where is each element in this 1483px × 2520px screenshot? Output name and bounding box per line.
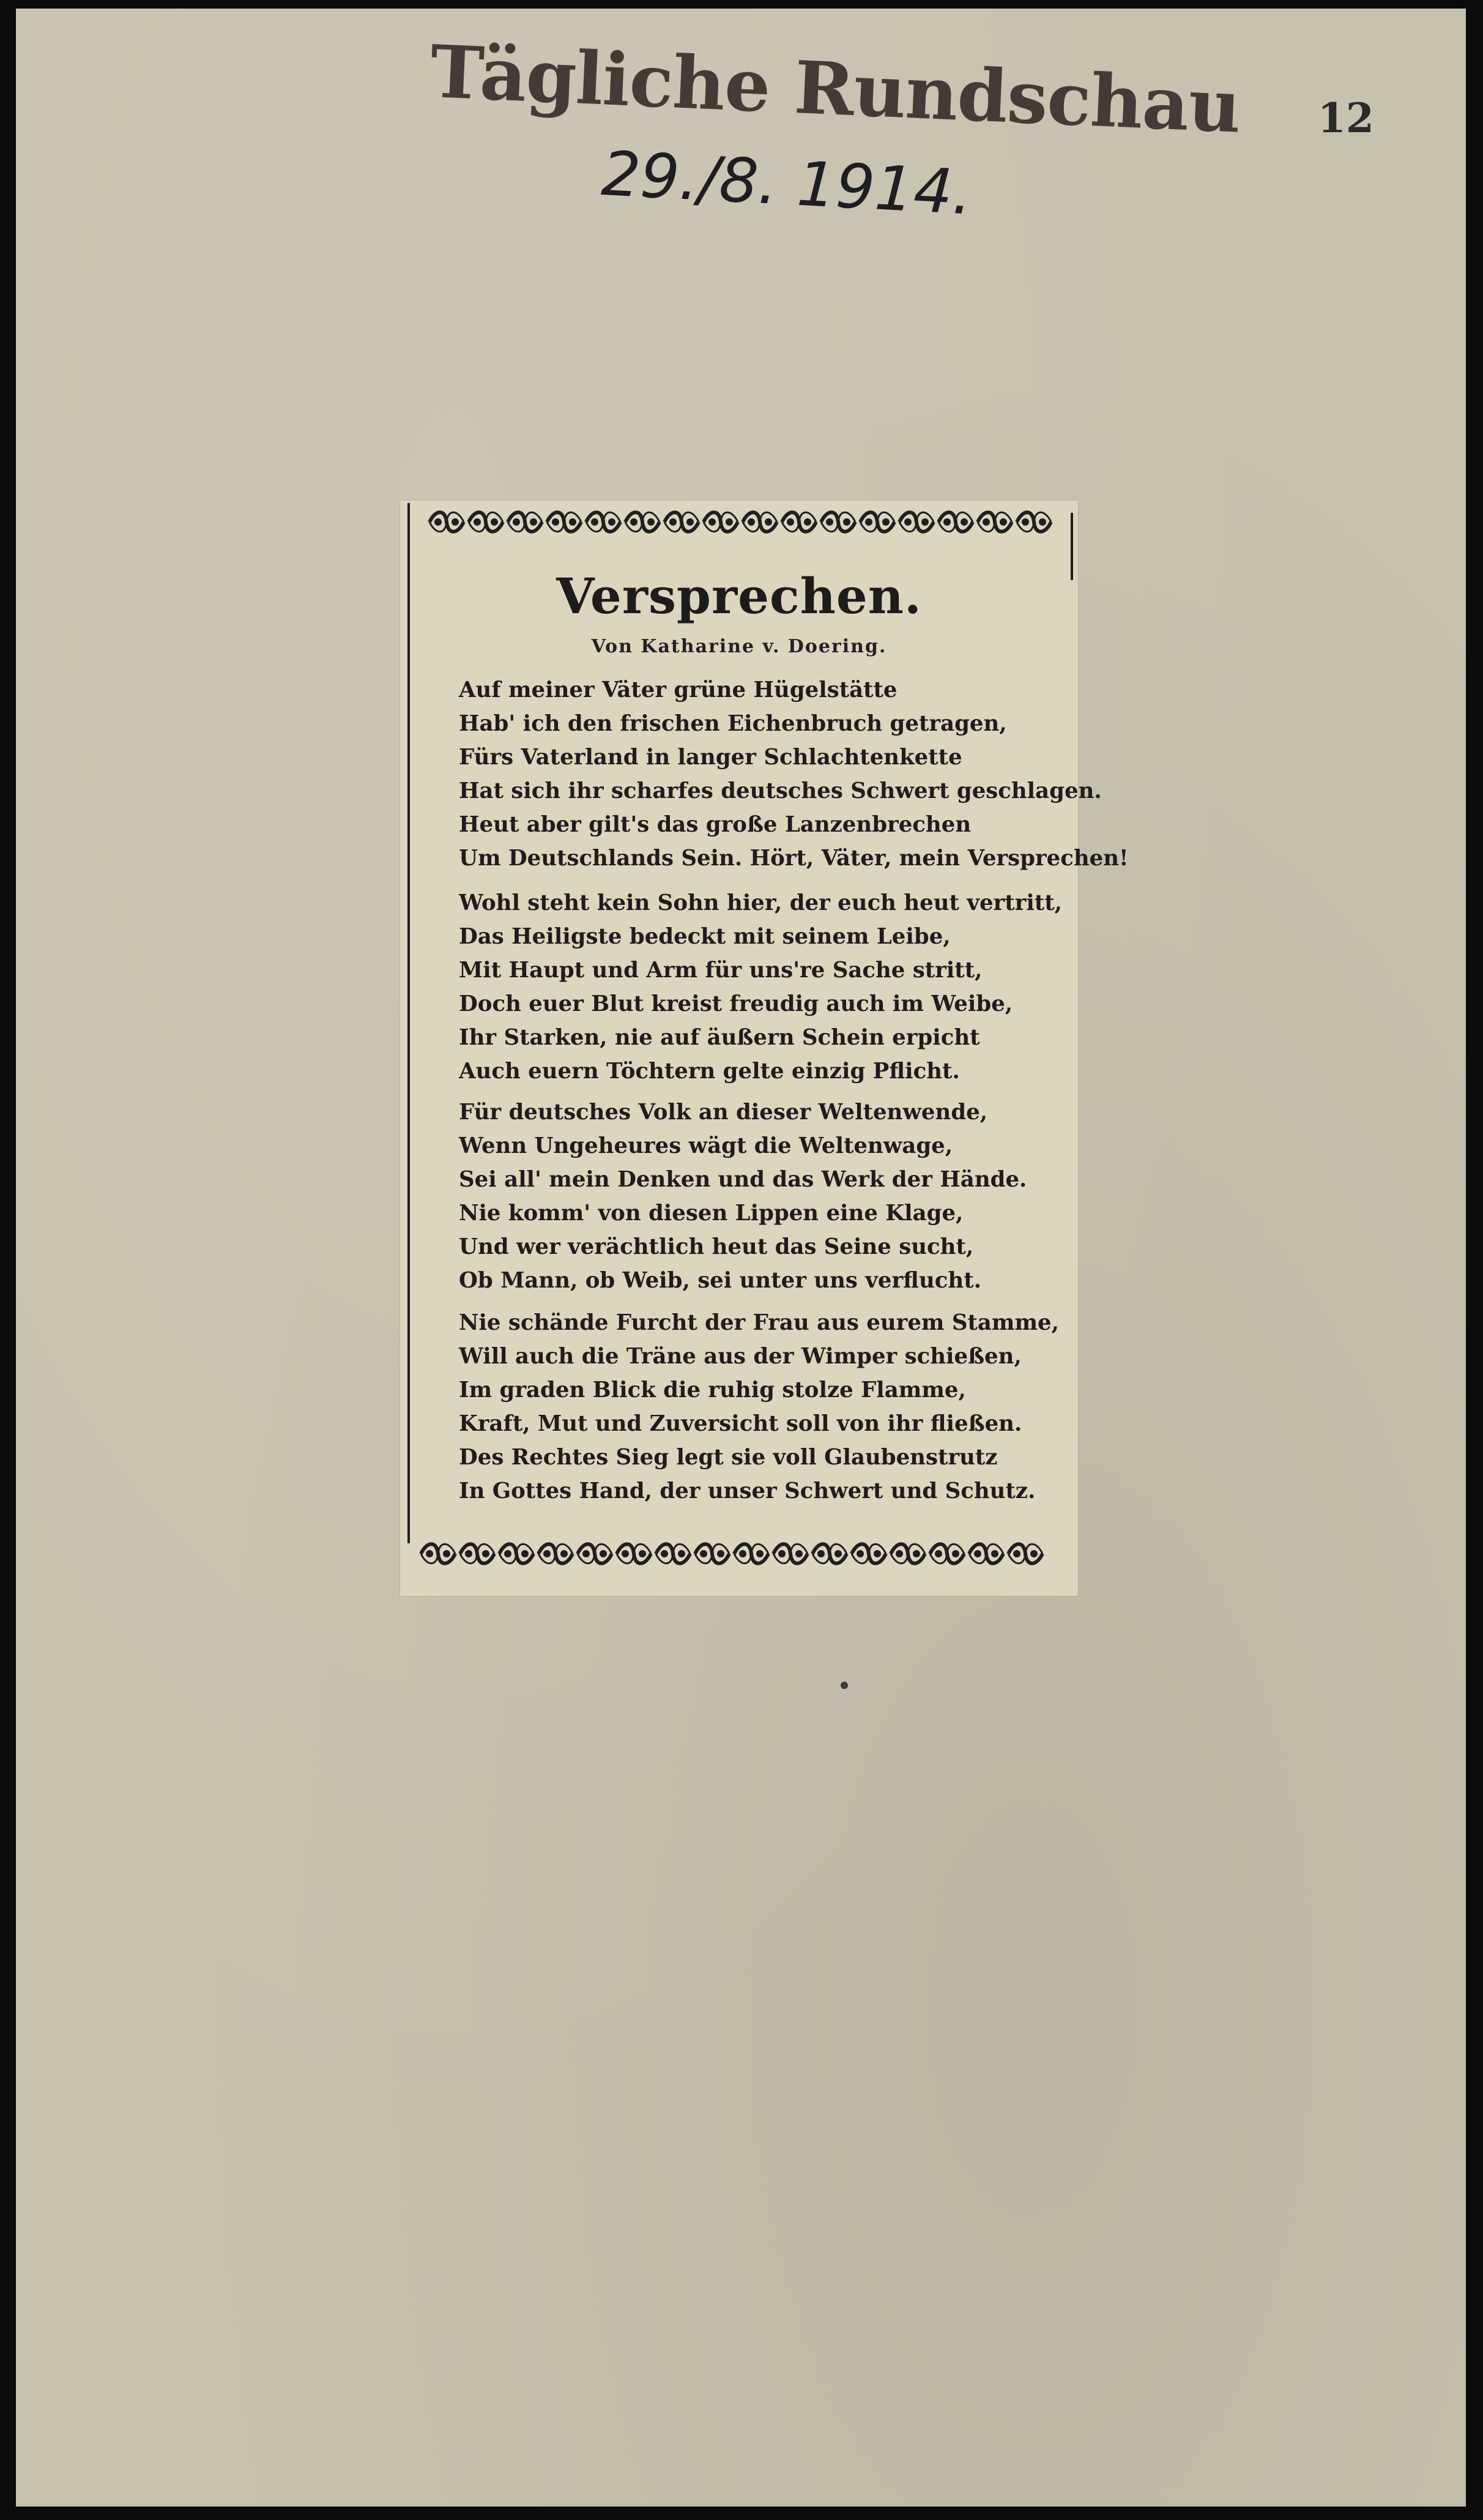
poem-line: Will auch die Träne aus der Wimper schießen, xyxy=(459,1344,1022,1369)
poem-line: Auf meiner Väter grüne Hügelstätte xyxy=(459,677,898,703)
poem-line: Ob Mann, ob Weib, sei unter uns verflucht. xyxy=(459,1268,981,1293)
ornament-border-bottom-icon xyxy=(418,1536,1045,1571)
newspaper-clipping xyxy=(400,501,1129,1596)
clipping-right-rule xyxy=(1071,513,1073,580)
poem-line: Wohl steht kein Sohn hier, der euch heut vertritt, xyxy=(459,890,1062,915)
poem-line: Doch euer Blut kreist freudig auch im Weibe, xyxy=(459,991,1013,1016)
archive-sheet xyxy=(16,9,1466,2507)
poem-line: Kraft, Mut und Zuversicht soll von ihr fließen. xyxy=(459,1411,1022,1436)
poem-line: Fürs Vaterland in langer Schlachtenkette xyxy=(459,745,962,770)
newspaper-stamp: Tägliche Rundschau xyxy=(428,29,1243,149)
poem-line: Ihr Starken, nie auf äußern Schein erpicht xyxy=(459,1025,980,1050)
poem-line: Hat sich ihr scharfes deutsches Schwert geschlagen. xyxy=(459,778,1102,803)
ornament-border-top-icon xyxy=(427,504,1054,540)
poem-line: Um Deutschlands Sein. Hört, Väter, mein Versprechen! xyxy=(459,846,1129,871)
poem-line: Hab' ich den frischen Eichenbruch getragen, xyxy=(459,711,1007,736)
poem-line: Das Heiligste bedeckt mit seinem Leibe, xyxy=(459,924,951,949)
poem-line: Heut aber gilt's das große Lanzenbrechen xyxy=(459,812,972,837)
poem-line: Wenn Ungeheures wägt die Weltenwage, xyxy=(459,1133,953,1158)
poem-line: Und wer verächtlich heut das Seine sucht, xyxy=(459,1234,974,1259)
poem-byline: Von Katharine v. Doering. xyxy=(591,636,887,657)
poem-stanza-2 xyxy=(459,886,1071,1088)
poem-line: Auch euern Töchtern gelte einzig Pflicht. xyxy=(459,1059,960,1084)
poem-line: Nie schände Furcht der Frau aus eurem Stamme, xyxy=(459,1310,1059,1335)
poem-line: In Gottes Hand, der unser Schwert und Schutz. xyxy=(459,1478,1036,1504)
handwritten-date: 29./8. 1914. xyxy=(600,138,974,229)
poem-line: Des Rechtes Sieg legt sie voll Glaubenstrutz xyxy=(459,1445,998,1470)
poem-line: Im graden Blick die ruhig stolze Flamme, xyxy=(459,1377,966,1403)
poem-line: Mit Haupt und Arm für uns're Sache stritt, xyxy=(459,958,983,983)
page-number: 12 xyxy=(1318,94,1374,142)
poem-line: Sei all' mein Denken und das Werk der Hände. xyxy=(459,1167,1027,1192)
poem-stanza-1 xyxy=(459,673,1129,875)
paper-speck xyxy=(841,1682,848,1689)
poem-title: Versprechen. xyxy=(556,567,922,625)
poem-line: Für deutsches Volk an dieser Weltenwende, xyxy=(459,1100,988,1125)
poem-line: Nie komm' von diesen Lippen eine Klage, xyxy=(459,1201,964,1226)
poem-stanza-3 xyxy=(459,1095,1071,1297)
poem-stanza-4 xyxy=(459,1306,1071,1508)
